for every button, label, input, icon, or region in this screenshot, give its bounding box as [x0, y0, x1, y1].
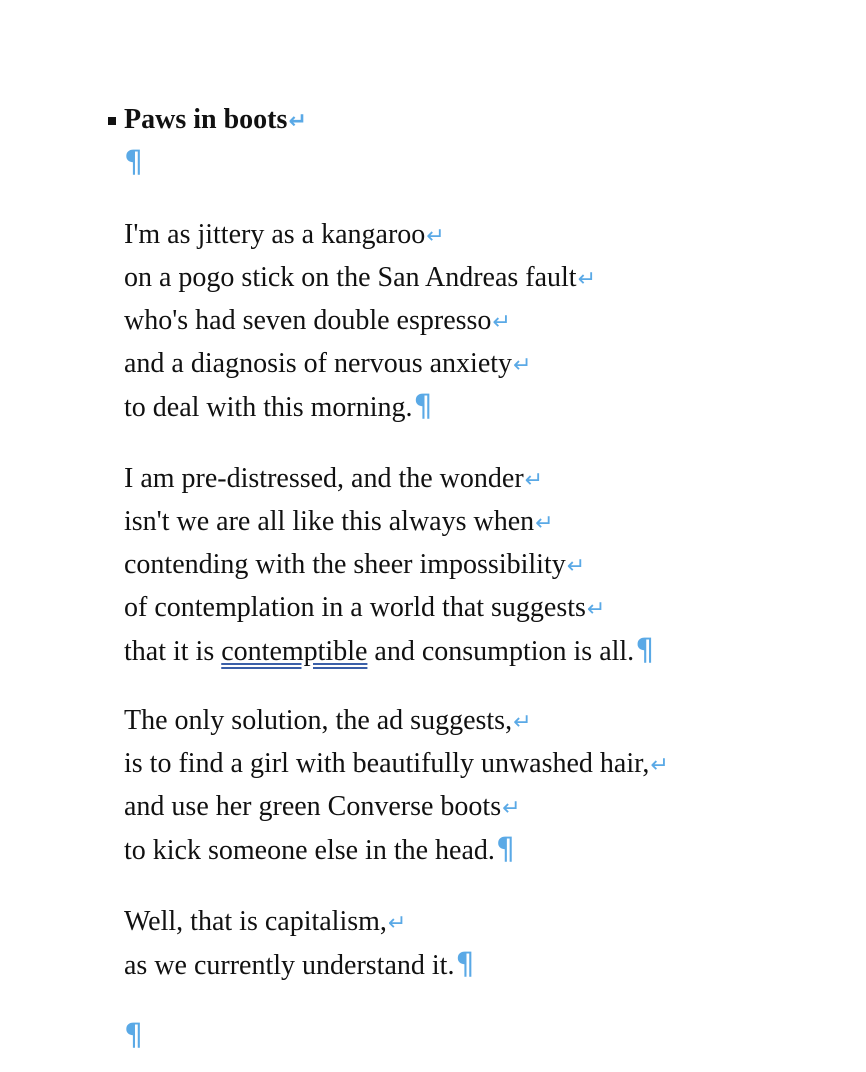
paragraph-mark-icon: ¶	[635, 633, 655, 668]
poem-line[interactable]	[124, 634, 654, 669]
poem-line[interactable]: and use her green Converse boots↵	[124, 791, 521, 822]
poem-line[interactable]: on a pogo stick on the San Andreas fault↵	[124, 262, 597, 293]
paragraph-mark-icon: ¶	[455, 947, 475, 982]
poem-line[interactable]: and a diagnosis of nervous anxiety↵	[124, 348, 532, 379]
flagged-word[interactable]: contemptible	[221, 636, 368, 667]
poem-line[interactable]: contending with the sheer impossibility↵	[124, 549, 586, 580]
bullet-icon	[108, 117, 116, 125]
line-break-mark-icon: ↵	[577, 267, 597, 292]
poem-line[interactable]: I am pre-distressed, and the wonder↵	[124, 463, 544, 494]
line-break-mark-icon: ↵	[650, 753, 669, 778]
line-break-mark-icon: ↵	[502, 796, 521, 821]
poem-line[interactable]: is to find a girl with beautifully unwashed hair,↵	[124, 748, 669, 779]
document-title-line[interactable]	[124, 103, 307, 139]
empty-paragraph-mark-icon: ¶	[124, 1018, 144, 1053]
empty-paragraph-mark-icon: ¶	[124, 145, 144, 180]
poem-line[interactable]: as we currently understand it.¶	[124, 947, 475, 982]
poem-line[interactable]: of contemplation in a world that suggests↵	[124, 592, 606, 623]
poem-line-text: that it is contemptible and consumption is all.	[124, 636, 635, 667]
line-break-mark-icon: ↵	[492, 310, 511, 335]
document-title: Paws in boots	[124, 104, 288, 135]
poem-line[interactable]: to deal with this morning.¶	[124, 389, 433, 424]
poem-line[interactable]: I'm as jittery as a kangaroo↵	[124, 219, 445, 250]
line-break-mark-icon: ↵	[513, 353, 532, 378]
paragraph-mark-icon: ¶	[413, 389, 433, 424]
poem-line[interactable]: Well, that is capitalism,↵	[124, 906, 407, 937]
line-break-mark-icon: ↵	[566, 554, 586, 579]
line-break-mark-icon: ↵	[387, 911, 407, 936]
line-break-mark-icon: ↵	[426, 224, 445, 249]
poem-line[interactable]: who's had seven double espresso↵	[124, 305, 511, 336]
line-break-mark-icon: ↵	[524, 468, 544, 493]
poem-line[interactable]: isn't we are all like this always when↵	[124, 506, 554, 537]
paragraph-mark-icon: ¶	[495, 832, 515, 867]
poem-line[interactable]: The only solution, the ad suggests,↵	[124, 705, 532, 736]
line-break-mark-icon: ↵	[535, 511, 554, 536]
poem-line[interactable]: to kick someone else in the head.¶	[124, 832, 515, 867]
line-break-mark-icon: ↵	[288, 109, 307, 134]
line-break-mark-icon: ↵	[586, 597, 606, 622]
line-break-mark-icon: ↵	[513, 710, 532, 735]
